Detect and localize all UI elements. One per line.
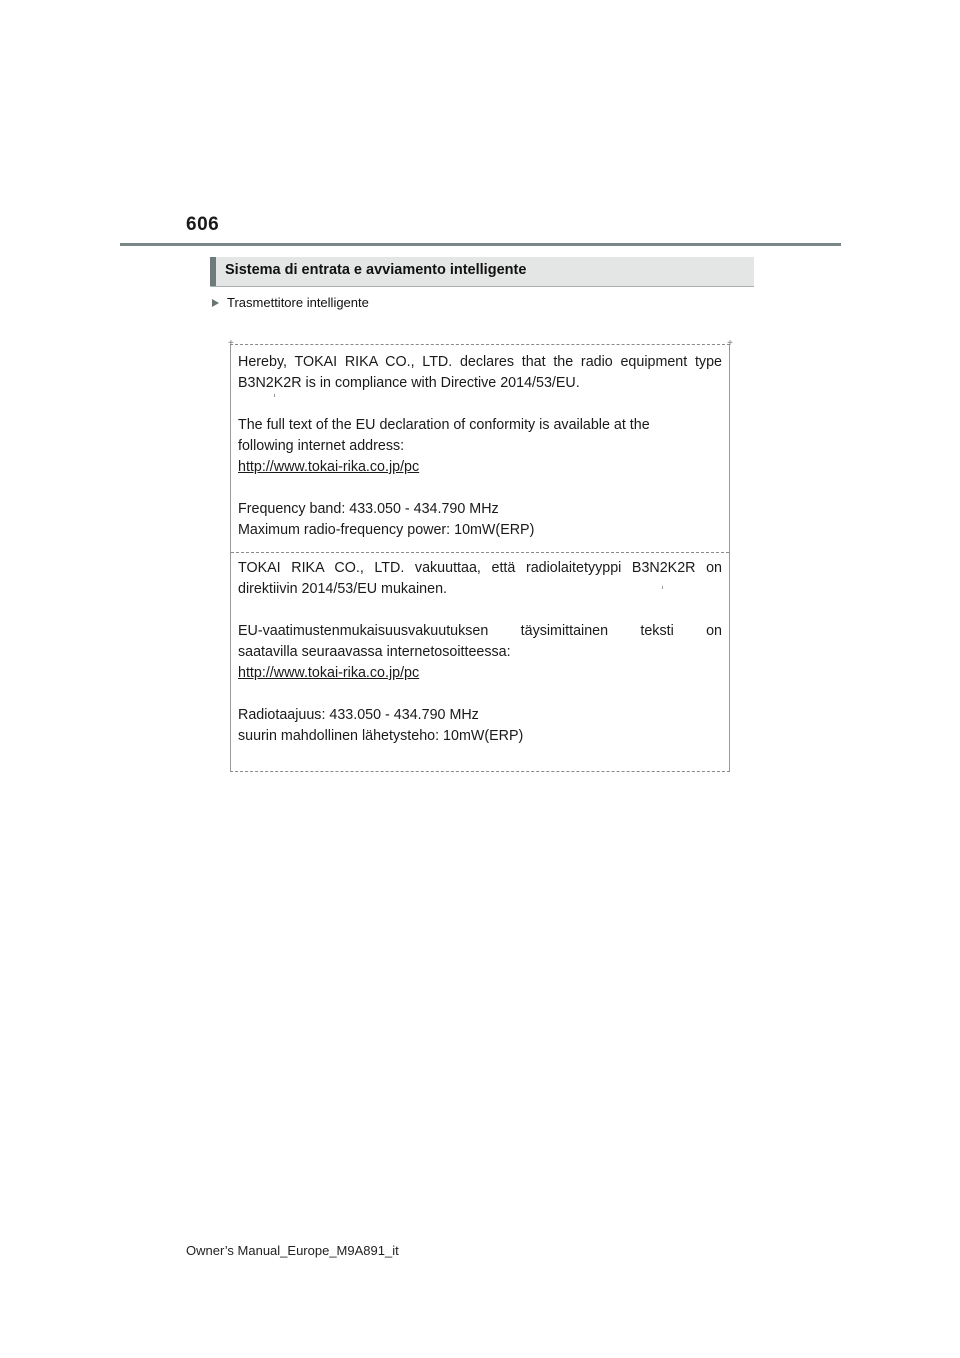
subsection-label: Trasmettitore intelligente bbox=[227, 295, 369, 310]
english-link[interactable]: http://www.tokai-rika.co.jp/pc bbox=[238, 459, 420, 475]
finnish-link[interactable]: http://www.tokai-rika.co.jp/pc bbox=[238, 665, 420, 681]
triangle-bullet-icon bbox=[212, 299, 219, 307]
english-line-1: Hereby, TOKAI RIKA CO., LTD. declares that the radio equipment type bbox=[238, 354, 722, 370]
english-line-4: following internet address: bbox=[238, 438, 405, 454]
finnish-line-3: EU-vaatimustenmukaisuusvakuutuksen täysimittainen teksti on bbox=[238, 623, 722, 639]
declaration-finnish bbox=[238, 558, 722, 747]
english-line-2: B3N2K2R is in compliance with Directive 2014/53/EU. bbox=[238, 375, 580, 391]
header-rule bbox=[120, 243, 841, 246]
finnish-frequency: Radiotaajuus: 433.050 - 434.790 MHz bbox=[238, 707, 479, 723]
english-frequency: Frequency band: 433.050 - 434.790 MHz bbox=[238, 501, 499, 517]
page-number: 606 bbox=[186, 214, 220, 235]
crop-mark-top-left: + bbox=[228, 338, 234, 349]
english-power: Maximum radio-frequency power: 10mW(ERP) bbox=[238, 522, 535, 538]
section-heading-title: Sistema di entrata e avviamento intelligente bbox=[225, 262, 527, 278]
section-heading bbox=[210, 257, 754, 287]
subsection-bullet bbox=[210, 295, 369, 310]
declaration-english bbox=[238, 352, 722, 541]
finnish-line-2: direktiivin 2014/53/EU mukainen. bbox=[238, 581, 448, 597]
finnish-line-4: saatavilla seuraavassa internetosoitteessa: bbox=[238, 644, 511, 660]
finnish-line-1: TOKAI RIKA CO., LTD. vakuuttaa, että radiolaitetyyppi B3N2K2R on bbox=[238, 560, 722, 576]
declaration-divider bbox=[231, 552, 729, 553]
page-footer: Owner’s Manual_Europe_M9A891_it bbox=[186, 1243, 399, 1258]
section-heading-bar bbox=[210, 257, 216, 286]
scan-speck bbox=[274, 394, 275, 397]
crop-mark-top-right: + bbox=[727, 338, 733, 349]
english-line-3: The full text of the EU declaration of conformity is available at the bbox=[238, 417, 650, 433]
declaration-box bbox=[228, 338, 733, 772]
scan-speck bbox=[662, 586, 663, 589]
finnish-power: suurin mahdollinen lähetysteho: 10mW(ERP) bbox=[238, 728, 524, 744]
